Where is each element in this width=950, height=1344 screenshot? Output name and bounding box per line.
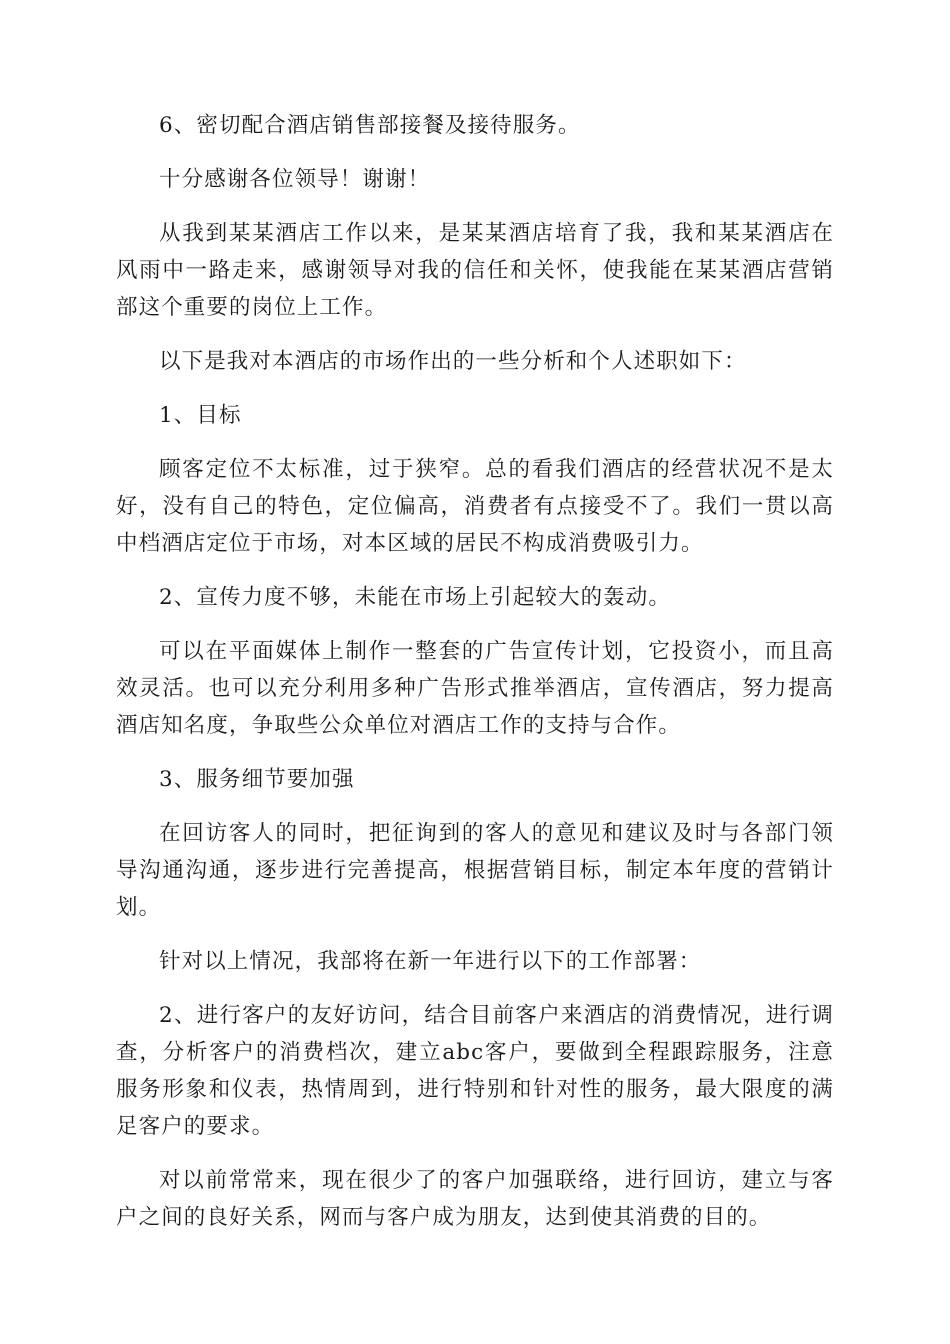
paragraph-customer-relations: 对以前常常来，现在很少了的客户加强联络，进行回访，建立与客户之间的良好关系，网而与客户成为朋友，达到使其消费的目的。 bbox=[116, 1168, 834, 1230]
heading-service-details: 3、服务细节要加强 bbox=[159, 767, 355, 792]
paragraph-analysis-lead: 以下是我对本酒店的市场作出的一些分析和个人述职如下： bbox=[159, 349, 747, 374]
paragraph-customer-feedback: 在回访客人的同时，把征询到的客人的意见和建议及时与各部门领导沟通沟通，逐步进行完善提高，根据营销目标，制定本年度的营销计划。 bbox=[116, 821, 834, 920]
paragraph-advertising-plan: 可以在平面媒体上制作一整套的广告宣传计划，它投资小，而且高效灵活。也可以充分利用多种广告形式推举酒店，宣传酒店，努力提高酒店知名度，争取些公众单位对酒店工作的支持与合作。 bbox=[116, 639, 834, 738]
heading-goal: 1、目标 bbox=[159, 403, 242, 428]
document-body bbox=[116, 107, 834, 1253]
paragraph-work-plan-lead: 针对以上情况，我部将在新一年进行以下的工作部署： bbox=[159, 949, 702, 974]
heading-publicity: 2、宣传力度不够，未能在市场上引起较大的轰动。 bbox=[159, 585, 671, 610]
paragraph-customer-positioning: 顾客定位不太标准，过于狭窄。总的看我们酒店的经营状况不是太好，没有自己的特色，定位偏高，消费者有点接受不了。我们一贯以高中档酒店定位于市场，对本区域的居民不构成消费吸引力。 bbox=[116, 457, 834, 556]
paragraph-customer-visits: 2、进行客户的友好访问，结合目前客户来酒店的消费情况，进行调查，分析客户的消费档次，建立abc客户，要做到全程跟踪服务，注意服务形象和仪表，热情周到，进行特别和针对性的服务，最大限度的满足客户的要求。 bbox=[116, 1003, 834, 1139]
paragraph-item-6: 6、密切配合酒店销售部接餐及接待服务。 bbox=[159, 113, 581, 138]
paragraph-intro: 从我到某某酒店工作以来，是某某酒店培育了我，我和某某酒店在风雨中一路走来，感谢领导对我的信任和关怀，使我能在某某酒店营销部这个重要的岗位上工作。 bbox=[116, 221, 834, 320]
paragraph-thanks: 十分感谢各位领导！谢谢！ bbox=[159, 167, 431, 192]
